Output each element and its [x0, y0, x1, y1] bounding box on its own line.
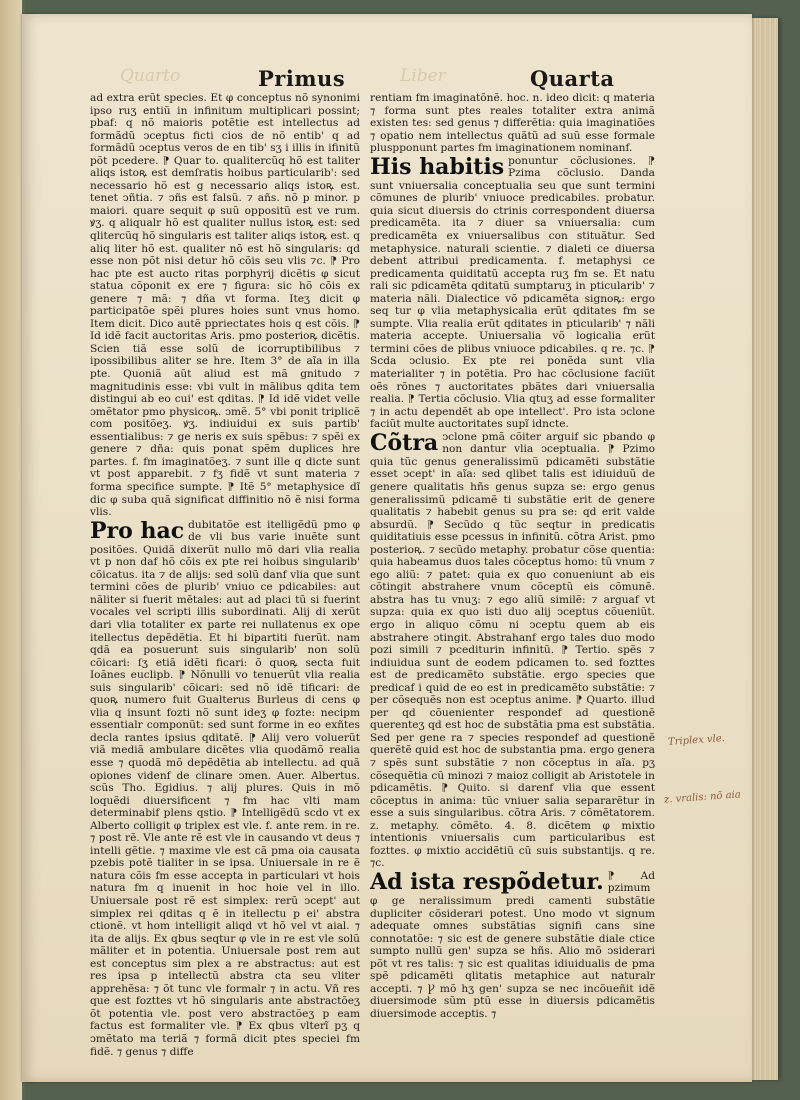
right-section-4-text: ⁋ Ad pzimum φ ge neralissimum predi camenti substãtie dupliciter cõsiderari potest. Uno modo vt signum adequate omnes substãtias signifi cans sine connotatõe: ⁊ sic est de genere substãtie diale ctice sumpto nullũ gen' supza se hñs. Alio mõ ↄsiderari põt vt res talis: ⁊ sic est qualitas idiuidualis de pma spẽ pdicamẽti qlitatis metaphice aut naturalr accepti. ⁊ Ꝩ mõ hʒ gen' supza se nec incõueñit idẽ diuersimode sũm ptũ esse in diuersis pdicamẽtis diuersimode acceptis. ⁊ — [370, 869, 655, 1020]
section-initial-contra: Cõtra — [370, 429, 439, 456]
show-through-left: Quarto — [120, 66, 181, 86]
marginal-note-1: Triplex vle. — [667, 733, 726, 748]
left-section-2-text: dubitatõe est itelligẽdũ pmo φ de vli bus varie inuẽte sunt positões. Quidã dixerũt nullo mõ dari vlia realia vt p non daf hõ cõis ex pte rei hoibus singularib' cõicatus. ita ⁊ de alijs: sed solũ danf vlia que sunt termini cões de plurib' vniuo ce pdicabiles: aut nãliter si fuerit mẽtales: aut ad placi tũ si fuerint vocales vel scripti illis subordinati. Alij di xerũt dari vlia totaliter ex parte rei nullatenus ex ope itellectus depẽdẽtia. Et hi bipartiti fuerũt. nam qdã ea posuerunt suis singularib' non solũ cõicari: ſʒ etiã idẽti ficari: õ quoꝶ secta fuit Ioãnes euclipb. ⁋ Nõnulli vo tenuerũt vlia realia suis singularib' cõicari: sed nõ idẽ tificari: de quoꝶ numero fuit Gualterus Burleus di cens φ vlia q insunt fozti nõ sunt ideʒ φ fozte: necipm essentialr componũt: sed sunt forme in eo exñtes decla rantes ipsius qditatẽ. ⁋ Alij vero voluerũt viã mediã ambulare dicẽtes vlia quodãmõ realia esse ⁊ quodã mõ depẽdẽtia ab intellectu. ad quã opiones videnf de clinare ↄmen. Auer. Albertus. scũs Tho. Egidius. ⁊ alij plures. Quis in mõ loquẽdi diuersificent ⁊ fm hac vlti mam determinabif plens qstio. ⁋ Intelligẽdũ scdo vt ex Alberto colligit φ triplex est vle. f. ante rem. in re. ⁊ post rẽ. Vle ante rẽ est vle in causando vt deus ⁊ intelli gẽtie. ⁊ maxime vle est cã pma oia causata pzebis potẽ tialiter in se ipsa. Uniuersale in re ẽ natura cõis fm esse accepta in particulari vt hois natura fm q inuenit in hoc hoie vel in illo. Uniuersale post rẽ est simplex: rerũ ↄcept' aut simplex rei qditas q ẽ in itellectu p ei' abstra ctionẽ. vt hom intelligit aliqd vt hõ vel vt aial. ⁊ ita de alijs. Ex qbus seqtur φ vle in re est vle solũ mãliter et in potentia. Uniuersale post rem aut est conceptus sim plex a re abstractus: aut est res ipsa p intellectũ abstra cta seu vliter apprehẽsa: ⁊ õt tunc vle formalr ⁊ in actu. Vñ res que est fozttes vt hõ singularis ante abstractõeʒ õt potentia vle. post vero abstractõeʒ p eam factus est formaliter vle. ⁋ Ex qbus vlterĩ pʒ q ↄmẽtato ma teriã ⁊ formã dicit ptes speciei fm fidẽ. ⁊ genus ⁊ diffe — [90, 518, 360, 1058]
running-head-left: Primus — [258, 66, 346, 91]
right-section-3-text: ↄclone pmã cõiter arguif sic pbando φ non dantur vlia ↄceptualia. ⁋ Pzimo quia tũc genus generalissimũ pdicamẽti substãtie esset ↄcept' in aĩa: sed qlibet talis est idiuiduũ de genere qualitatis hñs genus supza se: ergo genus generalissimũ pdicamẽ ti substãtie erit de genere qualitatis ⁊ habebit genus su pra se: qd erit valde absurdũ. ⁋ Secũdo q tũc seqtur in predicatis quiditatiuis esse pcessus in infinitũ. cõtra Arist. pmo posterioꝶ. ⁊ secũdo metaphy. probatur cõse quentia: quia habeamus duos tales cõceptus homo: tũ vnum ⁊ ego aliũ: ⁊ patet: quia ex quo conueniunt ab eis cõtingit abstrahere vnum cõceptũ eis cõmunẽ. abstra has tu vnuʒ: ⁊ ego aliũ similẽ: ⁊ arguaf vt supza: quia ex quo isti duo alij ↄceptus cõueniũt. ergo in aliquo cõmu ni ↄceptu quem ab eis abstrahere ↄtingit. Abstrahanf ergo tales duo modo pozi simili ⁊ pcediturin infinitũ. ⁋ Tertio. spẽs ⁊ indiuidua sunt de eodem pdicamen to. sed fozttes est de predicamẽto substãtie. ergo species que predicaf i quid de eo est in predicamẽto substãtie: ⁊ per cõsequẽs non est ↄceptus anime. ⁋ Quarto. illud per qd cõuenienter respondef ad questionẽ querenteʒ qd est hoc de substãtia pma est substãtia. Sed per gene ra ⁊ species respondef ad questionẽ querẽtẽ quid est hoc de substantia pma. ergo genera ⁊ spẽs sunt substãtie ⁊ non cõceptus in aĩa. pʒ cõsequẽtia cũ minozi ⁊ maioz colligit ab Aristotele in pdicamẽtis. ⁋ Quito. si darenf vlia que essent cõceptus in anima: tũc vniuer salia separarẽtur in esse a suis singularibus. cõtra Aris. ⁊ cõmẽtatorem. z. metaphy. cõmẽto. 4. 8. dicẽtem φ mixtio intentionis vniuersalis cum particularibus est fozttes. φ mixtio accidẽtiũ cũ suis substantijs. q re. ⁊c. — [370, 430, 655, 870]
page-stack-edge — [752, 18, 778, 1080]
left-paragraph-1: ad extra erũt species. Et φ conceptus nõ synonimi ipso ruʒ entiũ in infinitum multiplicari possint; pbaf: q nõ maioris potẽtie est intellectus ad formãdũ ↄceptus ficti cios de nõ entib' q ad formãdũ ↄceptus veros de en tib' sʒ i illis in ifinitũ põt pcedere. ⁋ Quar to. qualitercũq hõ est taliter aliqs istoꝶ est demſratis hoibus particularib': sed necessario hõ est g necessario aliqs istoꝶ est. tenet ↄñtia. ⁊ ↄñs est falsũ. ⁊ añs. nõ p minor. p maiori. quare sequit φ suũ oppositũ est ve rum. ꝟʒ. q aliqualr hõ est qualiter nullus istoꝶ est: sed qlitercũq hõ singularis est taliter aliqs istoꝶ est. q aliq liter hõ est. qualiter nõ est hõ singularis: qd esse non põt nisi detur hõ cõis seu vlis ⁊c. ⁋ Pro hac pte est aucto ritas porphyrij dicẽtis φ sicut statua cõponit ex ere ⁊ figura: sic hõ cõis ex genere ⁊ mã: ⁊ dña vt forma. Iteʒ dicit φ participatõe spẽi plures hoies sunt vnus homo. Item dicit. Dico autẽ ppriectates hois q est cõis. ⁋ Id idẽ facit auctoritas Aris. pmo posterioꝶ dicẽtis. Scien tiã esse solũ de icorruptibilibus ⁊ ipossibilibus aliter se hre. Item 3° de aĩa in illa pte. Quoniã aũt aliud est mã gnitudo ⁊ magnitudinis esse: vbi vult in mãlibus qdita tem distingui ab eo cui' est qditas. ⁋ Id idẽ videt velle ↄmẽtator pmo physicoꝶ. ↄmẽ. 5° vbi ponit triplicẽ com positõeʒ. ꝟʒ. indiuidui ex suis partib' essentialibus: ⁊ ge neris ex suis spẽbus: ⁊ spẽi ex genere ⁊ dña: quis ponat spẽm duplices hre partes. f. fm imaginatõeʒ. ⁊ sunt ille q dicte sunt vt post apparebit. ⁊ fʒ fidẽ vt sunt materia ⁊ forma specifice sumpte. ⁋ Itẽ 5° metaphysice dĩ dic φ suba quã significat diffinitio nõ ẽ nisi forma vlis. — [90, 92, 360, 519]
running-head-right: Quarta — [530, 66, 615, 91]
section-initial-pro-hac: Pro hac — [90, 517, 185, 544]
right-section-ad-ista — [370, 870, 655, 1021]
text-column-right — [370, 92, 655, 1020]
section-initial-ad-ista: Ad ista respõdetur. — [370, 868, 604, 895]
show-through-right: Liber — [400, 66, 446, 86]
right-section-2-text: ponuntur cõclusiones. ⁋ Pzima cõclusio. Danda sunt vniuersalia conceptualia seu que sunt termini cõmunes de plurib' vniuoce predicabiles. probatur. quia sicut diuersis do ctrinis correspondent diuersa predicamẽta. ita ⁊ diuer sa vniuersalia: cum predicamẽta ex vniuersalibus con stituãtur. Sed metaphysice. naturali scientie. ⁊ dialeti ce diuersa debent attribui predicamenta. f. metaphysi ce predicamenta quiditatũ accepta ruʒ fm se. Et natu rali sic pdicamẽta qditatũ sumptaruʒ in pticularib' ⁊ materia nãli. Dialectice võ pdicamẽta signoꝶ: ergo seq tur φ vlia metaphysicalia erũt qditates fm se sumpte. Vlia realia erũt qditates in pticularib' ⁊ nãli materia accepte. Uniuersalia võ logicalia erũt termini cões de plibus vniuoce pdicabiles. q re. ⁊c. ⁋ Scda ↄclusio. Ex pte rei ponẽda sunt vlia materialiter ⁊ in potẽtia. Pro hac cõclusione faciũt oẽs rõnes ⁊ auctoritates pbãtes dari vniuersalia realia. ⁋ Tertia cõclusio. Vlia qtuʒ ad esse formaliter ⁊ in actu dependẽt ab ope intellect'. Pro ista ↄclone faciũt multe auctoritates supĩ idncte. — [370, 154, 655, 431]
right-section-contra — [370, 431, 655, 870]
binding-gutter — [0, 0, 22, 1100]
left-paragraph-2 — [90, 519, 360, 1059]
text-column-left — [90, 92, 360, 1058]
right-paragraph-1: rentiam fm imaginatõnẽ. hoc. n. ideo dicit: q materia ⁊ forma sunt ptes reales totaliter extra animã existen tes: sed genus ⁊ differẽtia: quia imaginatiões ⁊ opatio nem intellectus quãtũ ad suũ esse formale pluspponunt partes fm imaginationem nominanf. — [370, 92, 655, 155]
section-initial-his-habitis: His habitis — [370, 153, 505, 180]
marginal-note-2: z. vralis: nõ aia — [663, 789, 742, 806]
right-section-his-habitis — [370, 155, 655, 431]
